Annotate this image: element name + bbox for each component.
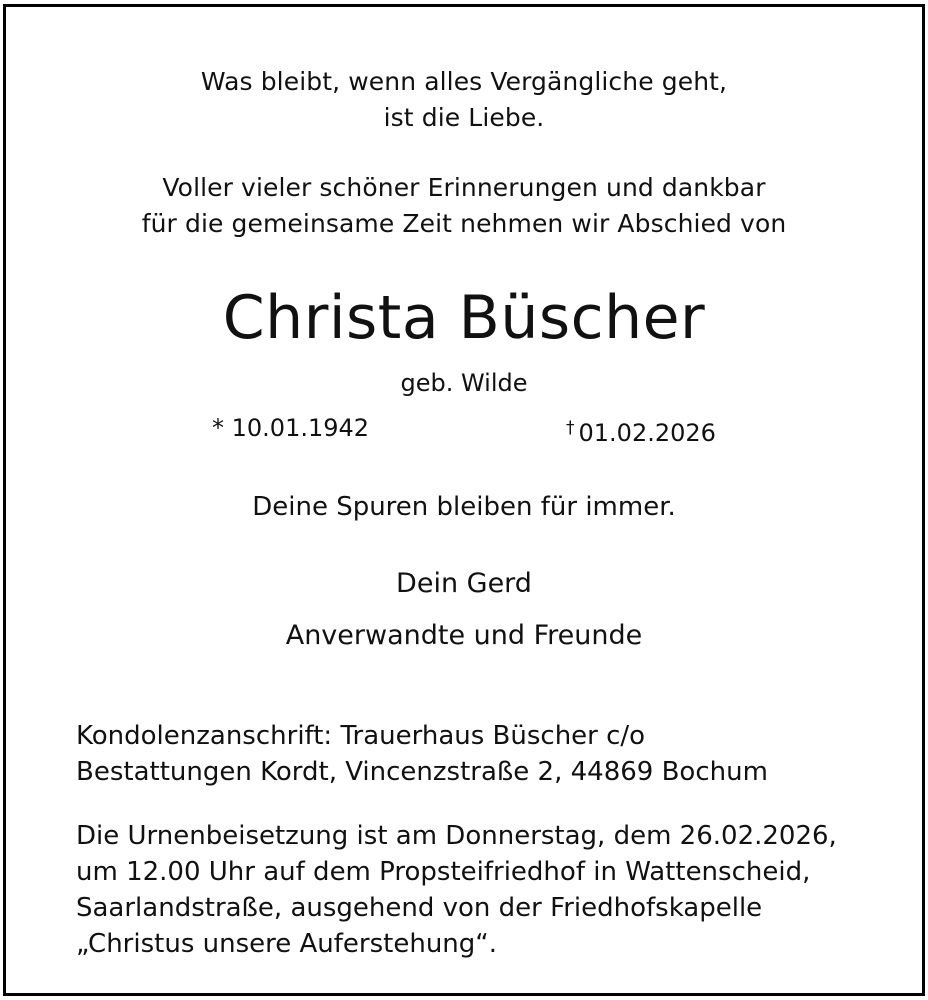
mourner-line: Anverwandte und Freunde [285, 620, 643, 651]
maiden-name: geb. Wilde [400, 369, 528, 397]
death-date: 01.02.2026 [578, 419, 716, 447]
condolence-address [76, 718, 768, 790]
burial-line: Saarlandstraße, ausgehend von der Friedhofskapelle [76, 893, 763, 923]
verse-line: ist die Liebe. [383, 103, 545, 132]
burial-line: um 12.00 Uhr auf dem Propsteifriedhof in Wattenscheid, [76, 857, 811, 887]
intro-line: für die gemeinsame Zeit nehmen wir Abschied von [141, 209, 787, 238]
mourner-line: Dein Gerd [396, 568, 532, 599]
intro-line: Voller vieler schöner Erinnerungen und dankbar [162, 173, 766, 202]
verse-line: Was bleibt, wenn alles Vergängliche geht, [200, 67, 728, 96]
verse-quote [0, 64, 928, 136]
burial-line: Die Urnenbeisetzung ist am Donnerstag, dem 26.02.2026, [76, 821, 837, 851]
condolence-line: Kondolenzanschrift: Trauerhaus Büscher c/o [76, 721, 646, 751]
mourners [0, 558, 928, 662]
death-date-group [566, 412, 716, 449]
deceased-name: Christa Büscher [222, 283, 706, 353]
burial-line: „Christus unsere Auferstehung“. [76, 929, 498, 959]
cross-icon: † [566, 418, 575, 438]
motto: Deine Spuren bleiben für immer. [252, 492, 676, 522]
intro-text [0, 170, 928, 242]
burial-info [76, 818, 837, 962]
condolence-line: Bestattungen Kordt, Vincenzstraße 2, 44869 Bochum [76, 757, 768, 787]
birth-date: * 10.01.1942 [212, 414, 370, 442]
